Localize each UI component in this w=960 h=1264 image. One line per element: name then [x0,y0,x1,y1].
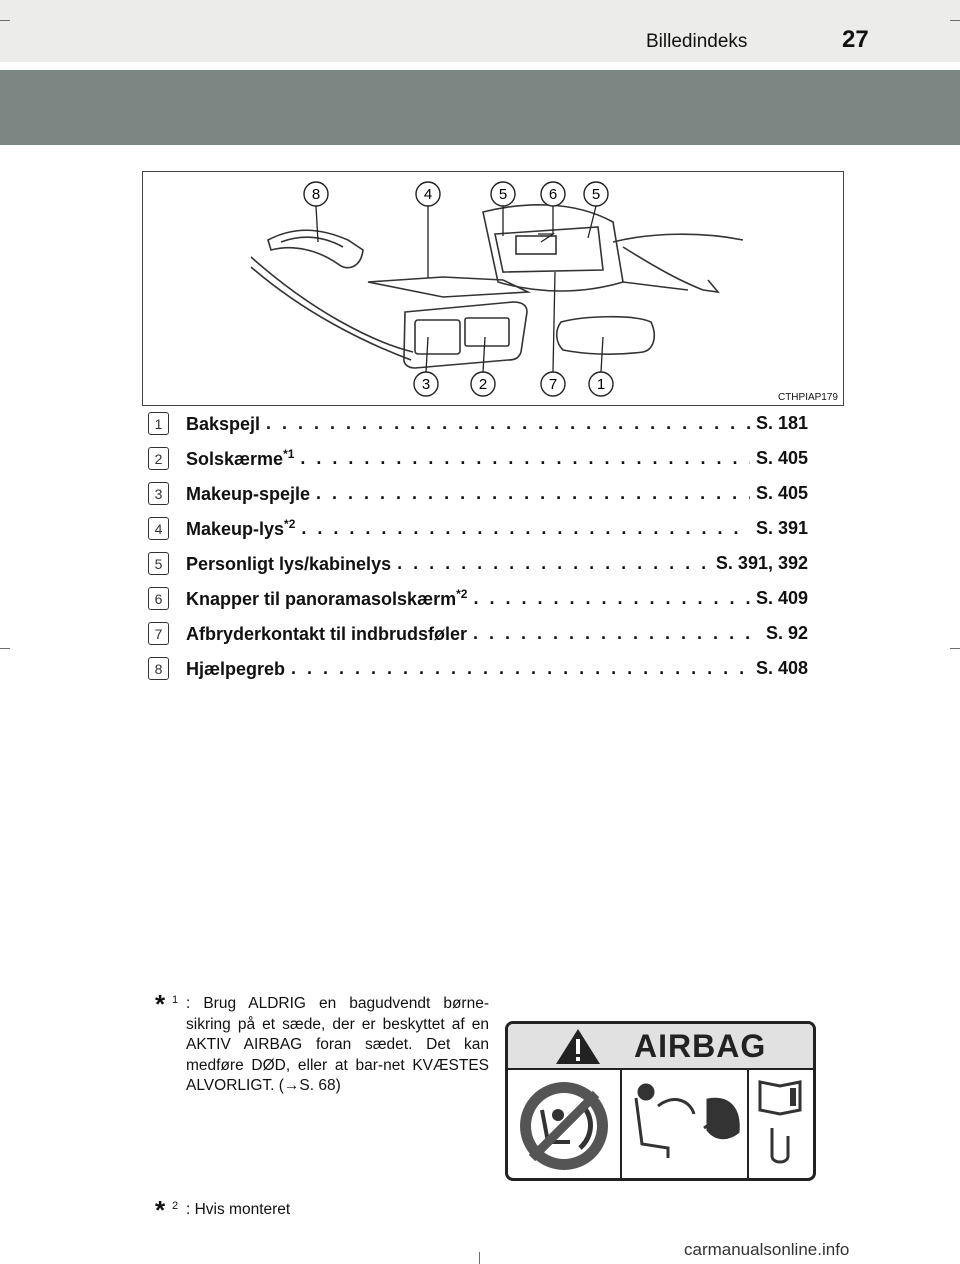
page-reference[interactable]: S. 409 [755,588,808,608]
callout-4 [416,182,440,206]
footnote-asterisk: * [155,1195,166,1225]
index-row [148,651,808,686]
index-label: Solskærme$^{*1}$ [186,447,295,469]
svg-text:1: 1 [596,376,606,393]
page-reference[interactable]: S. 405 [755,448,808,468]
index-number: 5 [148,552,169,575]
airbag-warning-label [505,1021,816,1181]
footnote-2 [155,1195,291,1225]
leader-dots [473,623,760,644]
callout-5 [491,182,515,206]
index-row [148,581,808,616]
svg-text:7: 7 [548,376,558,393]
callout-8 [304,182,328,206]
no-rear-facing-child-seat-icon [520,1082,608,1170]
svg-text:5: 5 [591,186,601,203]
svg-text:6: 6 [548,186,558,203]
page-reference[interactable]: S. 391, 392 [715,553,808,573]
index-label: Knapper til panoramasolskærm$^{*2}$ [186,587,468,609]
crop-mark [950,20,960,21]
svg-text:8: 8 [311,186,321,203]
picture-index-list [148,406,808,686]
index-label: Hjælpegreb [186,659,286,679]
child-seat-airbag-impact-icon [636,1085,738,1158]
leader-dots [473,588,750,609]
airbag-label-header [508,1024,813,1070]
watermark: carmanualsonline.info [684,1240,850,1259]
index-number: 1 [148,412,169,435]
index-row [148,441,808,476]
page-reference[interactable]: S. 181 [755,413,808,433]
overhead-console-illustration [142,171,844,406]
index-label: Makeup-lys$^{*2}$ [186,517,296,539]
airbag-pictograms [508,1070,813,1178]
leader-dots [316,483,750,504]
svg-text:5: 5 [498,186,508,203]
page-number: 27 [842,26,869,53]
read-manual-icon [760,1082,800,1162]
callout-3 [414,372,438,396]
index-label: Makeup-spejle [186,484,311,504]
warning-triangle-icon [548,1024,608,1068]
footnote-text: : Hvis monteret [186,1201,291,1218]
page-header [0,0,960,62]
index-number: 3 [148,482,169,505]
section-title: Billedindeks [646,31,748,52]
index-number: 6 [148,587,169,610]
section-banner [0,70,960,145]
index-row [148,406,808,441]
index-row [148,546,808,581]
airbag-title: AIRBAG [634,1028,767,1064]
svg-text:3: 3 [421,376,431,393]
leader-dots [301,518,750,539]
figure-code: CTHPIAP179 [777,392,838,403]
index-label: Bakspejl [186,414,261,434]
page-reference[interactable]: S. 92 [765,623,808,643]
callout-7 [541,372,565,396]
footnote-1 [155,989,489,1097]
leader-dots [266,413,750,434]
index-number: 7 [148,622,169,645]
index-number: 2 [148,447,169,470]
callout-1 [589,372,613,396]
crop-mark [479,1252,480,1264]
callout-2 [471,372,495,396]
footnote-asterisk: * [155,989,166,1019]
index-label: Personligt lys/kabinelys [186,554,392,574]
svg-text:4: 4 [423,186,433,203]
callout-5 [584,182,608,206]
index-row [148,476,808,511]
page-reference[interactable]: S. 391 [755,518,808,538]
footnote-number: 1 [172,994,179,1006]
crop-mark [950,648,960,649]
illustration-drawing [143,172,843,405]
leader-dots [397,553,710,574]
page-reference[interactable]: S. 405 [755,483,808,503]
index-number: 8 [148,657,169,680]
index-row [148,511,808,546]
callout-6 [541,182,565,206]
footnote-text: : Brug ALDRIG en bagudvendt børne-sikring på et sæde, der er beskyttet af en AKTIV AIRBAG foran sædet. Det kan medføre DØD, eller at bar-net KVÆSTES ALVORLIGT. (→S. 68) [186,995,489,1095]
leader-dots [291,658,750,679]
index-row [148,616,808,651]
svg-text:2: 2 [478,376,488,393]
crop-mark [0,648,10,649]
footnote-number: 2 [172,1200,179,1212]
index-number: 4 [148,517,169,540]
crop-mark [0,20,10,21]
leader-dots [300,448,750,469]
page-reference[interactable]: S. 408 [755,658,808,678]
index-label: Afbryderkontakt til indbrudsføler [186,624,468,644]
